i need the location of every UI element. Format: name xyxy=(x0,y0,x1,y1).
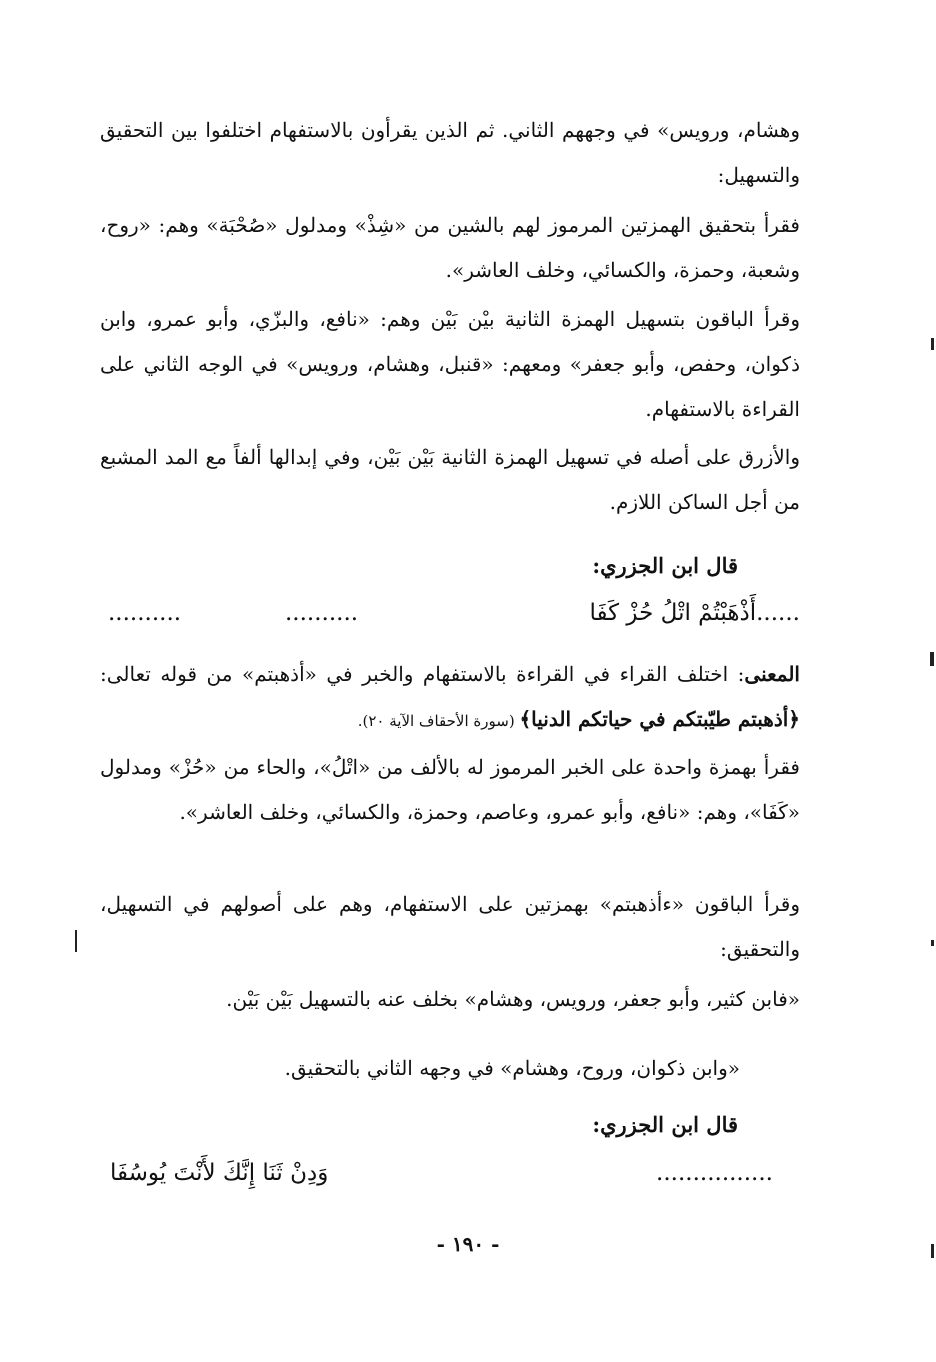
verse-2-text: وَدِنْ ثَنَا إِنَّكَ لأَنْتَ يُوسُفَا xyxy=(110,1160,329,1186)
quran-reference: (سورة الأحقاف الآية ٢٠). xyxy=(357,712,520,730)
paragraph-6: فقرأ بهمزة واحدة على الخبر المرموز له بالألف من «اتْلُ»، والحاء من «حُزْ» ومدلول «كَفَا»، وهم: «نافع، وأبو عمرو، وعاصم، وحمزة، والكسائي، وخلف العاشر». xyxy=(100,755,800,824)
quran-quote: ﴿أذهبتم طيّبتكم في حياتكم الدنيا﴾ xyxy=(519,707,800,731)
meaning-label: المعنى xyxy=(744,662,800,686)
paragraph-5 xyxy=(100,652,800,744)
scan-mark xyxy=(931,940,934,946)
section-heading-2: قال ابن الجزري: xyxy=(592,1112,738,1137)
paragraph-4: والأزرق على أصله في تسهيل الهمزة الثانية بَيْن بَيْن، وفي إبدالها ألفاً مع المد المشبع من أجل الساكن اللازم. xyxy=(100,445,800,514)
meaning-text: : اختلف القراء في القراءة بالاستفهام والخبر في «أذهبتم» من قوله تعالى: xyxy=(100,662,745,686)
paragraph-2: فقرأ بتحقيق الهمزتين المرموز لهم بالشين من «شِذْ» ومدلول «صُحْبَة» وهم: «روح، وشعبة، وحمزة، والكسائي، وخلف العاشر». xyxy=(100,213,800,282)
scan-mark xyxy=(930,652,934,666)
paragraph-3: وقرأ الباقون بتسهيل الهمزة الثانية بيْن بَيْن وهم: «نافع، والبزّي، وأبو عمرو، وابن ذكوان، وحفص، وأبو جعفر» ومعهم: «قنبل، وهشام، ورويس» في الوجه الثاني على القراءة بالاستفهام. xyxy=(100,307,800,421)
scan-mark xyxy=(75,930,77,952)
paragraph-7: وقرأ الباقون «ءأذهبتم» بهمزتين على الاستفهام، وهم على أصولهم في التسهيل، والتحقيق: xyxy=(100,892,800,961)
scan-mark xyxy=(931,338,934,350)
scan-mark xyxy=(931,1244,934,1258)
page-number: - ١٩٠ - xyxy=(436,1232,500,1256)
verse-1-dots-left: .......... xyxy=(108,600,182,626)
paragraph-1: وهشام، ورويس» في وجههم الثاني. ثم الذين يقرأون بالاستفهام اختلفوا بين التحقيق والتسهيل: xyxy=(100,118,800,187)
section-heading-1: قال ابن الجزري: xyxy=(592,553,738,578)
paragraph-9: «وابن ذكوان، وروح، وهشام» في وجهه الثاني بالتحقيق. xyxy=(284,1056,740,1080)
verse-1-text: ......أَذْهَبْتُمْ اتْلُ حُزْ كَفَا xyxy=(589,600,800,626)
verse-1-dots-middle: .......... xyxy=(285,600,359,626)
verse-line-1 xyxy=(100,600,800,640)
verse-2-dots: ................ xyxy=(656,1160,773,1186)
paragraph-8: «فابن كثير، وأبو جعفر، ورويس، وهشام» بخلف عنه بالتسهيل بَيْن بَيْن. xyxy=(226,987,800,1011)
verse-line-2 xyxy=(100,1160,800,1200)
